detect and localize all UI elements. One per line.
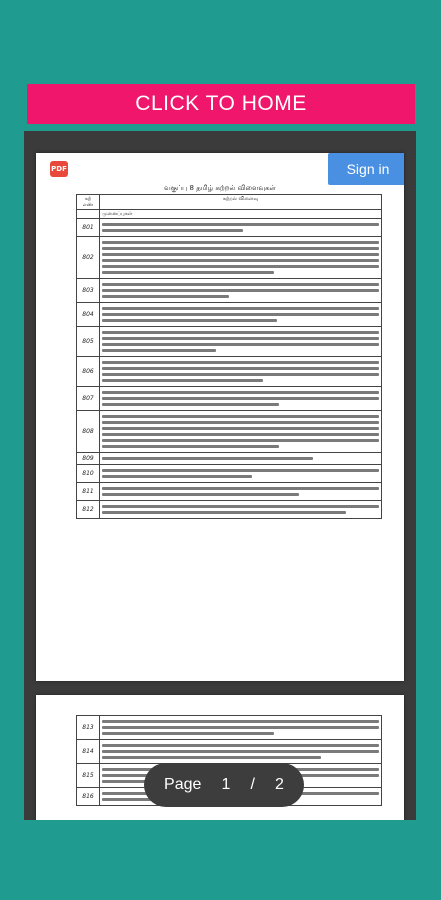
text-line: [102, 445, 279, 448]
row-number: 814: [77, 740, 100, 764]
table-row: [77, 357, 382, 387]
text-line: [102, 403, 279, 406]
text-line: [102, 223, 379, 226]
row-text: [100, 237, 382, 279]
text-line: [102, 756, 321, 759]
text-line: [102, 750, 379, 753]
row-text: [100, 411, 382, 453]
pdf-icon: PDF: [50, 161, 68, 177]
text-line: [102, 427, 379, 430]
text-line: [102, 421, 379, 424]
text-line: [102, 744, 379, 747]
row-number: 804: [77, 303, 100, 327]
page-separator: /: [250, 776, 255, 793]
row-text: [100, 387, 382, 411]
table-subheader-row: [77, 210, 382, 219]
row-number: 813: [77, 716, 100, 740]
row-number: 812: [77, 501, 100, 519]
text-line: [102, 373, 379, 376]
row-text: [100, 453, 382, 465]
row-text: [100, 465, 382, 483]
pdf-viewer[interactable]: [24, 131, 416, 820]
text-line: [102, 229, 243, 232]
table-row: [77, 501, 382, 519]
text-line: [102, 397, 379, 400]
table-row: [77, 483, 382, 501]
table-header-row: [77, 195, 382, 210]
text-line: [102, 433, 379, 436]
text-line: [102, 361, 379, 364]
row-text: [100, 740, 382, 764]
text-line: [102, 289, 379, 292]
row-number: 809: [77, 453, 100, 465]
text-line: [102, 241, 379, 244]
row-text: [100, 327, 382, 357]
row-number: 808: [77, 411, 100, 453]
text-line: [102, 732, 274, 735]
row-number: 805: [77, 327, 100, 357]
header-col-number: கற் எண்: [77, 195, 100, 210]
table-row: [77, 279, 382, 303]
table-row: [77, 716, 382, 740]
document-title: வகுப்பு 8 தமிழ் கற்றல் விளைவுகள்: [164, 184, 276, 192]
table-row: [77, 453, 382, 465]
row-text: [100, 303, 382, 327]
text-line: [102, 493, 299, 496]
text-line: [102, 313, 379, 316]
pdf-page-1: [36, 153, 404, 681]
text-line: [102, 475, 252, 478]
text-line: [102, 343, 379, 346]
row-number: 816: [77, 788, 100, 806]
text-line: [102, 505, 379, 508]
sign-in-button[interactable]: Sign in: [328, 153, 404, 185]
table-row: [77, 327, 382, 357]
text-line: [102, 457, 313, 460]
text-line: [102, 259, 379, 262]
row-number: 807: [77, 387, 100, 411]
text-line: [102, 367, 379, 370]
text-line: [102, 439, 379, 442]
text-line: [102, 487, 379, 490]
row-number: 815: [77, 764, 100, 788]
learning-outcomes-table: [76, 194, 382, 519]
header-col-outcome: கற்றல் விளைவு: [100, 195, 382, 210]
current-page: 1: [221, 776, 231, 793]
row-text: [100, 219, 382, 237]
text-line: [102, 271, 274, 274]
row-text: [100, 716, 382, 740]
text-line: [102, 415, 379, 418]
text-line: [102, 726, 379, 729]
table-row: [77, 465, 382, 483]
row-number: 801: [77, 219, 100, 237]
text-line: [102, 720, 379, 723]
text-line: [102, 247, 379, 250]
text-line: [102, 265, 379, 268]
text-line: [102, 337, 379, 340]
text-line: [102, 391, 379, 394]
row-text: [100, 483, 382, 501]
text-line: [102, 511, 346, 514]
total-pages: 2: [275, 776, 284, 793]
page-label: Page: [164, 776, 202, 793]
text-line: [102, 319, 277, 322]
table-row: [77, 237, 382, 279]
row-number: 803: [77, 279, 100, 303]
table-row: [77, 740, 382, 764]
text-line: [102, 349, 216, 352]
row-number: 802: [77, 237, 100, 279]
row-text: [100, 501, 382, 519]
subheader-text: முனைப்புகள்: [100, 210, 382, 219]
row-text: [100, 279, 382, 303]
table-row: [77, 303, 382, 327]
table-row: [77, 219, 382, 237]
row-text: [100, 357, 382, 387]
text-line: [102, 469, 379, 472]
row-number: 810: [77, 465, 100, 483]
text-line: [102, 295, 229, 298]
text-line: [102, 307, 379, 310]
page-indicator: [144, 763, 304, 807]
text-line: [102, 331, 379, 334]
table-row: [77, 387, 382, 411]
text-line: [102, 283, 379, 286]
text-line: [102, 253, 379, 256]
row-number: 811: [77, 483, 100, 501]
click-to-home-button[interactable]: CLICK TO HOME: [27, 84, 415, 124]
table-row: [77, 411, 382, 453]
text-line: [102, 379, 263, 382]
row-number: 806: [77, 357, 100, 387]
